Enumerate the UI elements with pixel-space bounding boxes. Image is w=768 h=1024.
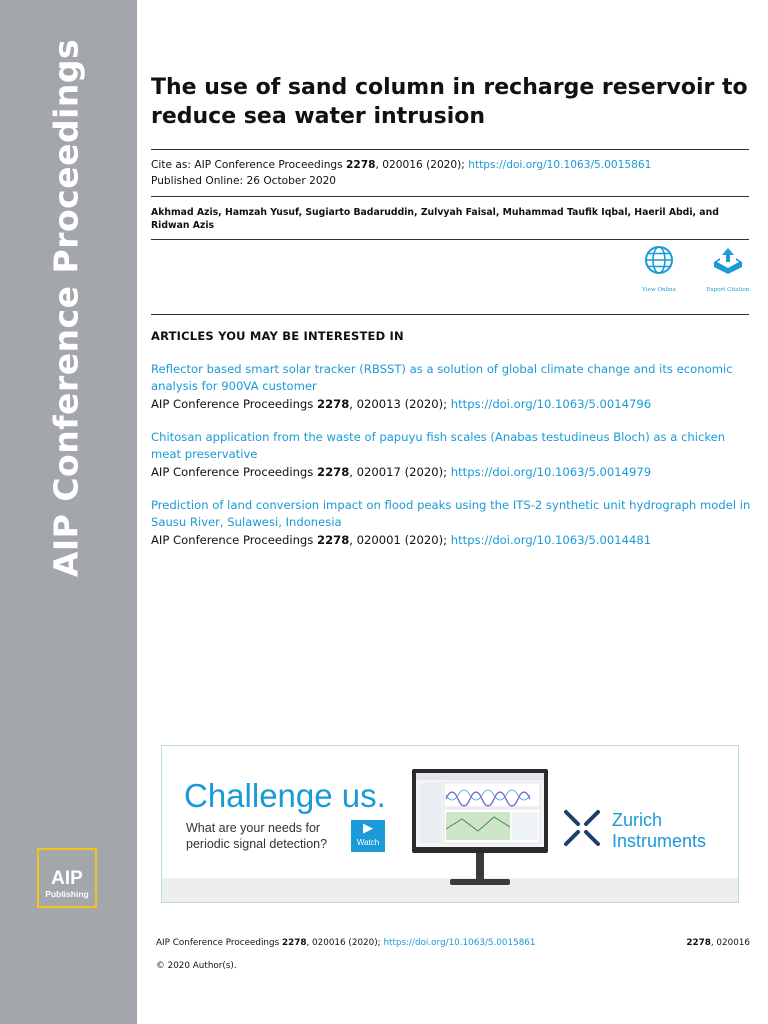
copyright-notice: © 2020 Author(s). [156,961,237,971]
page-footer [156,937,750,950]
article-journal: AIP Conference Proceedings [151,465,318,479]
journal-name: AIP Conference Proceedings [46,38,86,577]
ad-subtext [186,820,327,852]
export-citation-icon [711,245,745,275]
export-citation-label: Export Citation [706,287,750,293]
aip-publishing-logo[interactable] [37,848,97,908]
article-journal: AIP Conference Proceedings [151,533,318,547]
watch-video-button[interactable] [351,820,385,852]
watch-label: Watch [356,838,380,847]
footer-page-volume: 2278 [686,938,711,948]
logo-text-publishing: Publishing [45,889,89,899]
footer-suffix: , 020016 (2020); [306,938,384,948]
article-volume: 2278 [317,533,350,547]
related-article-citation [151,396,751,413]
article-volume: 2278 [317,397,350,411]
export-citation-button[interactable] [698,245,758,293]
citation-line [151,158,651,173]
published-date: Published Online: 26 October 2020 [151,175,337,187]
ad-headline: Challenge us. [184,777,386,814]
cite-prefix: Cite as: AIP Conference Proceedings [151,159,347,171]
ad-subtext-line: periodic signal detection? [186,837,328,851]
author-list: Akhmad Azis, Hamzah Yusuf, Sugiarto Badaruddin, Zulvyah Faisal, Muhammad Taufik Iqbal, Haeril Abdi, and Ridwan Azis [151,207,719,231]
related-articles-heading: ARTICLES YOU MAY BE INTERESTED IN [151,329,404,343]
footer-volume: 2278 [281,938,307,948]
related-article [151,429,751,481]
divider [151,149,749,150]
view-online-button[interactable] [629,245,689,293]
cite-suffix: , 020016 (2020); [375,159,469,171]
related-article-title-link[interactable]: Reflector based smart solar tracker (RBSST) as a solution of global climate change and its economic analysis for 900VA customer [151,362,733,393]
footer-page-id [686,937,750,950]
globe-icon [644,245,674,275]
related-article-doi-link[interactable]: https://doi.org/10.1063/5.0014481 [450,533,652,547]
related-article-title-link[interactable]: Chitosan application from the waste of papuyu fish scales (Anabas testudineus Bloch) as a chicken meat preservative [151,430,726,461]
paper-doi-link[interactable]: https://doi.org/10.1063/5.0015861 [468,159,652,171]
article-suffix: , 020017 (2020); [349,465,451,479]
divider [151,314,749,315]
footer-doi-link[interactable]: https://doi.org/10.1063/5.0015861 [383,938,536,948]
ad-subtext-line: What are your needs for [186,821,321,835]
article-suffix: , 020013 (2020); [349,397,451,411]
journal-sidebar [0,0,137,1024]
brand-line: Zurich [612,810,663,830]
article-volume: 2278 [317,465,350,479]
article-journal: AIP Conference Proceedings [151,397,318,411]
zurich-instruments-logo-icon [562,808,602,848]
zurich-instruments-brand-name [612,810,706,852]
monitor-screenshot-image [412,769,552,903]
footer-page-suffix: , 020016 [710,938,750,948]
divider [151,196,749,197]
related-article-citation [151,532,751,549]
related-article-title-link[interactable]: Prediction of land conversion impact on flood peaks using the ITS-2 synthetic unit hydrograph model in Sausu River, Sulawesi, Indonesia [151,498,751,529]
play-icon: ▶ [363,821,373,836]
related-article [151,497,751,549]
divider [151,239,749,240]
related-article-doi-link[interactable]: https://doi.org/10.1063/5.0014979 [450,465,652,479]
brand-line: Instruments [612,831,707,851]
paper-title: The use of sand column in recharge reservoir to reduce sea water intrusion [151,75,748,129]
advertisement-banner[interactable] [161,745,739,903]
footer-journal: AIP Conference Proceedings [156,938,282,948]
related-article-doi-link[interactable]: https://doi.org/10.1063/5.0014796 [450,397,652,411]
view-online-label: View Online [642,287,676,293]
logo-text-aip: AIP [51,868,83,889]
article-suffix: , 020001 (2020); [349,533,451,547]
cite-volume: 2278 [346,159,376,171]
related-article-citation [151,464,751,481]
related-article [151,361,751,413]
journal-name-wrap [40,38,92,577]
